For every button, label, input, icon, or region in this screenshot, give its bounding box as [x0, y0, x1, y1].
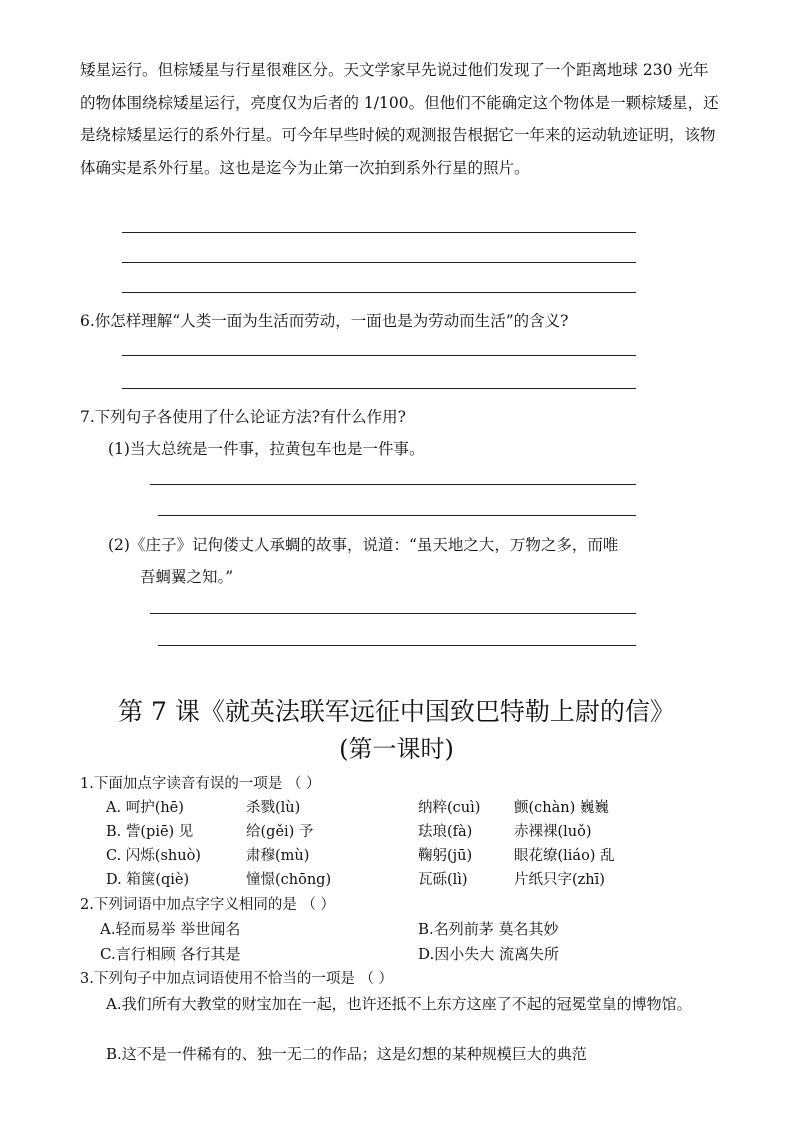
ex1-option-a-4: 颤(chàn) 巍巍 [514, 800, 609, 816]
question-7: 7.下列句子各使用了什么论证方法?有什么作用? [80, 408, 406, 426]
exercise-3-stem: 3.下列句子中加点词语使用不恰当的一项是 （ ） [80, 971, 394, 987]
answer-line [150, 613, 636, 614]
ex1-option-d-4: 片纸只字(zhī) [514, 872, 605, 888]
answer-line [122, 355, 636, 356]
ex1-option-c-2: 肃穆(mù) [246, 848, 310, 864]
ex3-option-b: B.这不是一件稀有的、独一无二的作品；这是幻想的某种规模巨大的典范 [106, 1045, 587, 1063]
ex1-option-d-2: 憧憬(chōng) [246, 872, 332, 888]
ex1-option-c-1: C. 闪烁(shuò) [106, 848, 201, 864]
question-6: 6.你怎样理解“人类一面为生活而劳动，一面也是为劳动而生活”的含义? [80, 312, 569, 330]
ex1-option-c-3: 鞠躬(jū) [418, 848, 473, 864]
question-7-2: (2)《庄子》记佝偻丈人承蜩的故事，说道：“虽天地之大，万物之多，而唯 [108, 536, 619, 554]
ex1-option-b-2: 给(gěi) 予 [246, 824, 314, 840]
lesson-title: 第 7 课《就英法联军远征中国致巴特勒上尉的信》 [118, 697, 675, 726]
answer-line [122, 388, 636, 389]
question-7-1: (1)当大总统是一件事，拉黄包车也是一件事。 [108, 440, 425, 458]
ex1-option-b-1: B. 訾(piē) 见 [106, 824, 194, 840]
answer-line [158, 515, 636, 516]
ex1-option-a-1: A. 呵护(hē) [106, 800, 184, 816]
answer-line [122, 292, 636, 293]
ex1-option-b-3: 珐琅(fà) [418, 824, 473, 840]
answer-line [122, 232, 636, 233]
lesson-subtitle: (第一课时) [339, 735, 454, 763]
ex2-option-c: C.言行相顾 各行其是 [100, 945, 241, 963]
ex2-option-d: D.因小失大 流离失所 [418, 945, 560, 963]
exercise-2-stem: 2.下列词语中加点字字义相同的是 （ ） [80, 897, 336, 913]
intro-paragraph: 矮星运行。但棕矮星与行星很难区分。天文学家早先说过他们发现了一个距离地球 230 光年的物体围绕棕矮星运行，亮度仅为后者的 1/100。但他们不能确定这个物体是一颗棕矮星，还是绕棕矮星运行的系外行星。可今年早些时候的观测报告根据它一年来的运动轨迹证明，该物体确实是系外行星。这也是迄今为止第一次拍到系外行星的照片。 [80, 61, 719, 177]
question-7-2-cont: 吾蜩翼之知。” [140, 568, 234, 586]
ex1-option-a-2: 杀戮(lù) [246, 800, 301, 816]
answer-line [150, 484, 636, 485]
exercise-1-stem: 1.下面加点字读音有误的一项是 （ ） [80, 776, 321, 792]
ex1-option-a-3: 纳粹(cuì) [418, 800, 481, 816]
answer-line [158, 645, 636, 646]
answer-line [122, 262, 636, 263]
ex3-option-a: A.我们所有大教堂的财宝加在一起，也许还抵不上东方这座了不起的冠冕堂皇的博物馆。 [106, 995, 692, 1013]
ex1-option-b-4: 赤裸裸(luǒ) [514, 824, 592, 840]
ex1-option-c-4: 眼花缭(liáo) 乱 [514, 848, 615, 864]
ex1-option-d-1: D. 箱箧(qiè) [106, 872, 190, 888]
ex1-option-d-3: 瓦砾(lì) [418, 872, 468, 888]
ex2-option-b: B.名列前茅 莫名其妙 [418, 920, 559, 938]
ex2-option-a: A.轻而易举 举世闻名 [100, 920, 241, 938]
